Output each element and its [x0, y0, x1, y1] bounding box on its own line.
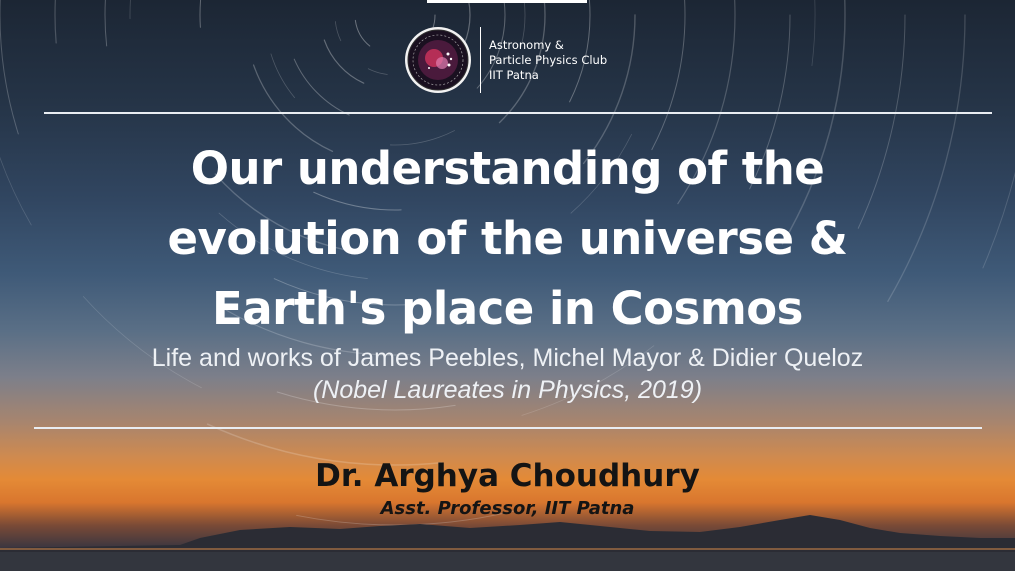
subtitle-laureates: Life and works of James Peebles, Michel Mayor & Didier Queloz — [151, 344, 864, 372]
club-name-line-3: IIT Patna — [489, 67, 539, 82]
title-line-2: evolution of the universe & — [167, 212, 848, 265]
slide-title — [40, 134, 975, 344]
club-seal-logo-icon — [404, 26, 472, 94]
logo-divider — [480, 27, 481, 93]
top-divider-line — [44, 112, 992, 114]
club-logo-block — [404, 24, 607, 96]
title-line-1: Our understanding of the — [190, 142, 825, 195]
club-name — [489, 38, 607, 83]
bottom-divider-line — [34, 427, 982, 429]
club-name-line-2: Particle Physics Club — [489, 52, 608, 67]
title-line-3: Earth's place in Cosmos — [212, 282, 803, 335]
speaker-name: Dr. Arghya Choudhury — [315, 458, 700, 494]
speaker-role: Asst. Professor, IIT Patna — [380, 498, 635, 519]
top-accent-bar — [427, 0, 587, 3]
club-name-line-1: Astronomy & — [489, 37, 564, 52]
subtitle-nobel-note: (Nobel Laureates in Physics, 2019) — [312, 376, 703, 404]
